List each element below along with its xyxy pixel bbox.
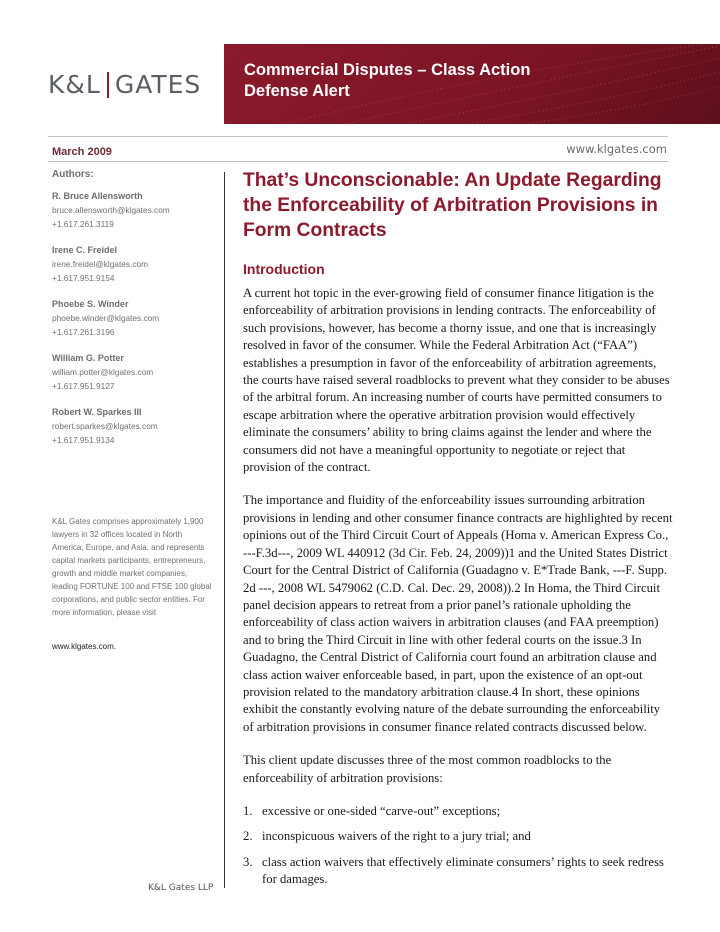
author-name: William G. Potter <box>52 353 124 363</box>
header-rule-top <box>48 136 668 137</box>
author-block <box>52 406 218 447</box>
firm-description: K&L Gates comprises approximately 1,900 lawyers in 32 offices located in North America, Europe, and Asia, and represents capital markets participants, entrepreneurs, growth and middle market companies, leading FORTUNE 100 and FTSE 100 global corporations, and public sector entities. For more information, please visit <box>52 517 212 617</box>
alert-banner <box>224 44 720 124</box>
paragraph-1: A current hot topic in the ever-growing field of consumer finance litigation is the enforceability of arbitration provisions in lending contracts. The enforceability of such provisions, however, has become a thorny issue, and one that is increasingly resolved in favor of the consumer. While the Federal Arbitration Act (“FAA”) establishes a presumption in favor of the enforceability of arbitration agreements, the courts have raised several roadblocks to prevent what they consider to be abuses of the arbitral forum. An increasing number of courts have permitted consumers to escape arbitration where the operative arbitration provision would effectively eliminate the consumers’ ability to bring claims against the lender and where the consumers did not have a meaningful opportunity to negotiate or reject that provision of the contract. <box>243 286 670 475</box>
banner-title-line2: Defense Alert <box>244 82 350 100</box>
footer-firm-name: K&L Gates LLP <box>148 883 214 893</box>
logo-right-text: GATES <box>114 70 202 99</box>
author-block <box>52 244 218 285</box>
author-block <box>52 190 218 231</box>
firm-logo <box>48 70 201 99</box>
author-block <box>52 352 218 393</box>
list-item-number: 3. <box>243 854 253 869</box>
list-item <box>243 828 673 845</box>
list-item-text: class action waivers that effectively eliminate consumers’ rights to seek redress for damages. <box>262 854 664 887</box>
article-title: That’s Unconscionable: An Update Regarding the Enforceability of Arbitration Provisions in Form Contracts <box>243 170 662 241</box>
list-item <box>243 803 673 820</box>
paragraph-3: This client update discusses three of the most common roadblocks to the enforceability of arbitration provisions: <box>243 753 612 785</box>
list-item <box>243 854 673 889</box>
article-body <box>243 168 673 897</box>
author-block <box>52 298 218 339</box>
paragraph-2: The importance and fluidity of the enforceability issues surrounding arbitration provisions in lending and other consumer finance contracts are highlighted by recent opinions out of the Third Circuit Court of Appeals (Homa v. American Express Co., ---F.3d---, 2009 WL 440912 (3d Cir. Feb. 24, 2009))1 and the United States District Court for the Central District of California (Guadagno v. E*Trade Bank, ---F. Supp. 2d ---, 2008 WL 5479062 (C.D. Cal. Dec. 29, 2008)).2 In Homa, the Third Circuit panel decision appears to retreat from a prior panel’s rationale upholding the enforceability of class action waivers in arbitration clauses (and FAA preemption) and to bring the Third Circuit in line with other federal courts on the issue.3 In Guadagno, the Central District of California court found an arbitration clause and class action waiver enforceable based, in part, upon the existence of an opt-out provision related to the mandatory arbitration clause.4 In short, these opinions exhibit the constantly evolving nature of the debate surrounding the enforceability of arbitration provisions in consumer finance related contracts discussed below. <box>243 493 673 734</box>
header-rule-bottom <box>48 161 668 162</box>
list-item-number: 2. <box>243 829 253 844</box>
author-phone: +1.617.951.9134 <box>52 435 115 445</box>
website-text[interactable]: www.klgates.com <box>566 142 667 156</box>
author-email[interactable]: robert.sparkes@klgates.com <box>52 421 158 431</box>
author-name: R. Bruce Allensworth <box>52 191 143 201</box>
author-phone: +1.617.951.9154 <box>52 273 115 283</box>
author-email[interactable]: bruce.allensworth@klgates.com <box>52 205 170 215</box>
logo-left-text: K&L <box>48 70 101 99</box>
author-email[interactable]: william.potter@klgates.com <box>52 367 154 377</box>
author-name: Irene C. Freidel <box>52 245 118 255</box>
author-name: Phoebe S. Winder <box>52 299 129 309</box>
authors-sidebar <box>52 169 218 460</box>
author-email[interactable]: irene.freidel@klgates.com <box>52 259 149 269</box>
author-name: Robert W. Sparkes III <box>52 407 142 417</box>
banner-title-line1: Commercial Disputes – Class Action <box>244 61 531 79</box>
publication-date: March 2009 <box>52 146 112 158</box>
list-item-text: inconspicuous waivers of the right to a jury trial; and <box>262 829 531 844</box>
list-item-text: excessive or one-sided “carve-out” exceptions; <box>262 803 501 818</box>
firm-website-link[interactable]: www.klgates.com. <box>52 642 117 651</box>
author-phone: +1.617.951.9127 <box>52 381 115 391</box>
column-divider <box>224 172 225 888</box>
list-item-number: 1. <box>243 803 253 818</box>
author-email[interactable]: phoebe.winder@klgates.com <box>52 313 160 323</box>
roadblocks-list <box>243 803 673 889</box>
section-heading-introduction: Introduction <box>243 261 325 277</box>
author-phone: +1.617.261.3196 <box>52 327 115 337</box>
author-phone: +1.617.261.3119 <box>52 219 114 229</box>
logo-divider <box>107 72 109 98</box>
banner-title <box>244 60 604 102</box>
authors-heading: Authors: <box>52 169 94 180</box>
